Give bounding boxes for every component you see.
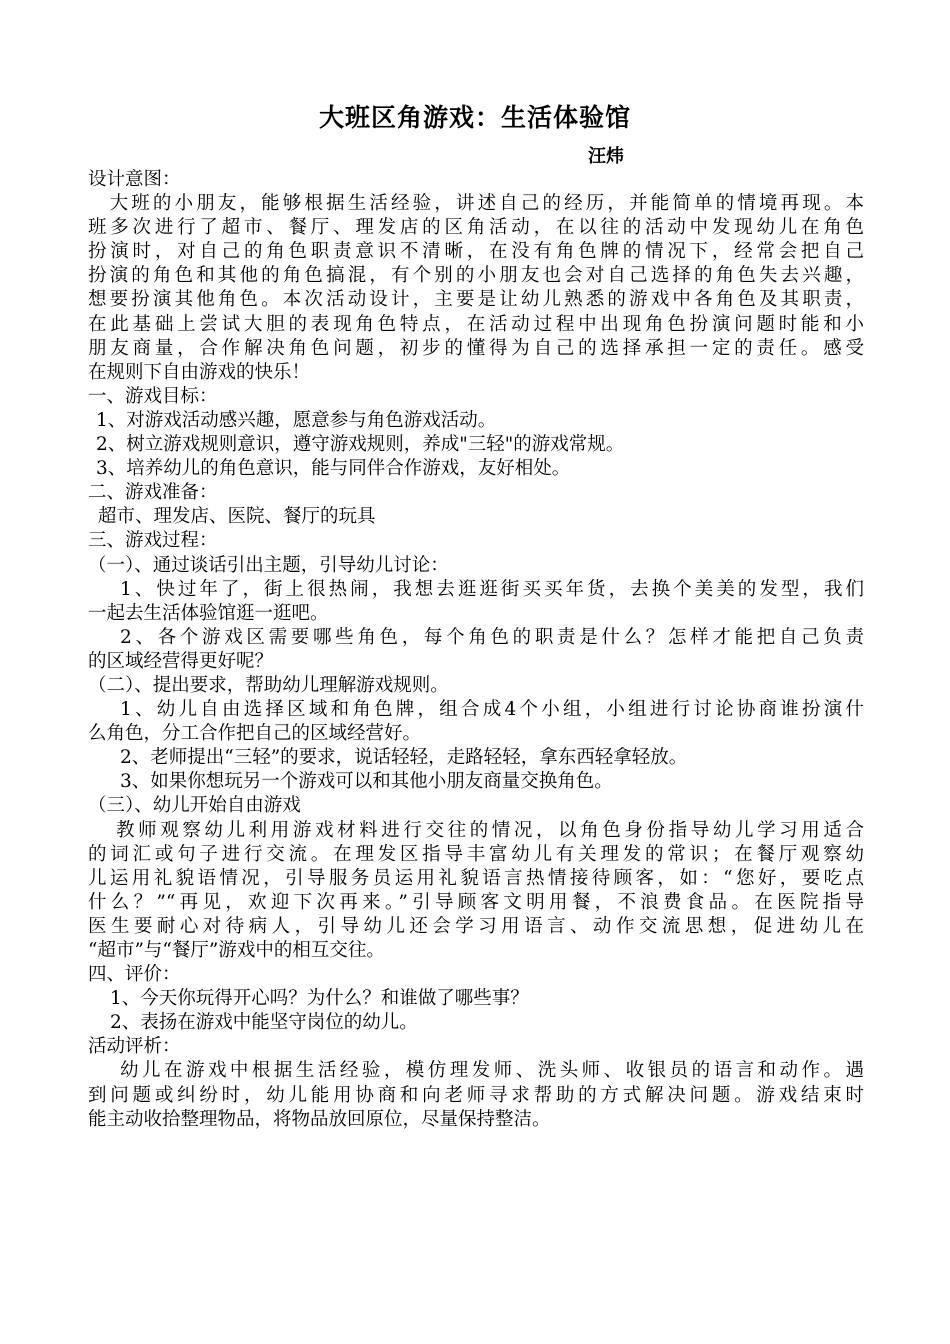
text-line: 2、各个游戏区需要哪些角色，每个角色的职责是什么？怎样才能把自己负责 (120, 626, 864, 648)
text-line: 教师观察幼儿利用游戏材料进行交往的情况，以角色身份指导幼儿学习用适合 (116, 819, 864, 841)
text-line: 一、游戏目标： (88, 385, 218, 407)
text-line: 1、幼儿自由选择区域和角色牌，组合成4个小组，小组进行讨论协商谁扮演什 (120, 699, 864, 721)
text-line: 1、对游戏活动感兴趣，愿意参与角色游戏活动。 (96, 409, 497, 431)
text-line: 设计意图： (88, 169, 181, 190)
text-line: 么角色，分工合作把自己的区域经营好。 (88, 723, 422, 745)
text-line: 3、如果你想玩另一个游戏可以和其他小朋友商量交换角色。 (120, 771, 613, 793)
text-line: 1、今天你玩得开心吗？为什么？和谁做了哪些事？ (110, 988, 529, 1010)
text-line: 一起去生活体验馆逛一逛吧。 (88, 602, 329, 624)
text-line: 到问题或纠纷时，幼儿能用协商和向老师寻求帮助的方式解决问题。游戏结束时 (88, 1084, 864, 1106)
text-line: （一）、通过谈话引出主题，引导幼儿讨论： (88, 554, 449, 576)
text-line: 2、表扬在游戏中能坚守岗位的幼儿。 (110, 1012, 418, 1034)
text-line: 大班的小朋友，能够根据生活经验，讲述自己的经历，并能简单的情境再现。本 (88, 193, 864, 215)
text-line: 扮演时，对自己的角色职责意识不清晰，在没有角色牌的情况下，经常会把自己 (88, 241, 864, 263)
text-line: 朋友商量，合作解决角色问题，初步的懂得为自己的选择承担一定的责任。感受 (88, 337, 864, 359)
text-line: 幼儿在游戏中根据生活经验，模仿理发师、洗头师、收银员的语言和动作。遇 (120, 1060, 864, 1082)
text-line: 的词汇或句子进行交流。在理发区指导丰富幼儿有关理发的常识；在餐厅观察幼 (88, 843, 864, 865)
text-line: 在规则下自由游戏的快乐！ (88, 361, 311, 383)
author-name: 汪炜 (588, 146, 624, 167)
text-line: 三、游戏过程： (88, 530, 218, 552)
text-line: “超市”与“餐厅”游戏中的相互交往。 (88, 940, 385, 961)
text-line: 什么？”“再见，欢迎下次再来。”引导顾客文明用餐，不浪费食品。在医院指导 (88, 891, 864, 913)
text-line: 儿运用礼貌语情况，引导服务员运用礼貌语言热情接待顾客，如：“您好，要吃点 (88, 867, 864, 889)
text-line: 能主动收拾整理物品，将物品放回原位，尽量保持整洁。 (88, 1108, 551, 1130)
text-line: （三）、幼儿开始自由游戏 (88, 795, 301, 817)
text-line: 2、老师提出“三轻”的要求，说话轻轻，走路轻轻，拿东西轻拿轻放。 (120, 747, 688, 769)
text-line: 的区域经营得更好呢？ (88, 650, 274, 672)
text-line: 班多次进行了超市、餐厅、理发店的区角活动，在以往的活动中发现幼儿在角色 (88, 217, 864, 239)
text-line: 超市、理发店、医院、餐厅的玩具 (98, 506, 376, 528)
text-line: 在此基础上尝试大胆的表现角色特点，在活动过程中出现角色扮演问题时能和小 (88, 313, 864, 335)
text-line: 二、游戏准备： (88, 482, 218, 504)
text-line: 3、培养幼儿的角色意识，能与同伴合作游戏，友好相处。 (96, 458, 571, 480)
text-line: 1、快过年了，街上很热闹，我想去逛逛街买买年货，去换个美美的发型，我们 (120, 578, 864, 600)
text-line: 2、树立游戏规则意识，遵守游戏规则，养成"三轻"的游戏常规。 (96, 434, 625, 456)
text-line: 活动评析： (88, 1036, 181, 1058)
document-title: 大班区角游戏：生活体验馆 (318, 103, 631, 132)
text-line: 四、评价： (88, 964, 181, 986)
text-line: （二）、提出要求，帮助幼儿理解游戏规则。 (88, 674, 449, 696)
text-line: 扮演的角色和其他的角色搞混，有个别的小朋友也会对自己选择的角色失去兴趣， (88, 265, 864, 287)
text-line: 医生要耐心对待病人，引导幼儿还会学习用语言、动作交流思想，促进幼儿在 (88, 915, 864, 937)
text-line: 想要扮演其他角色。本次活动设计，主要是让幼儿熟悉的游戏中各角色及其职责， (88, 289, 864, 311)
document-body (88, 168, 864, 1132)
